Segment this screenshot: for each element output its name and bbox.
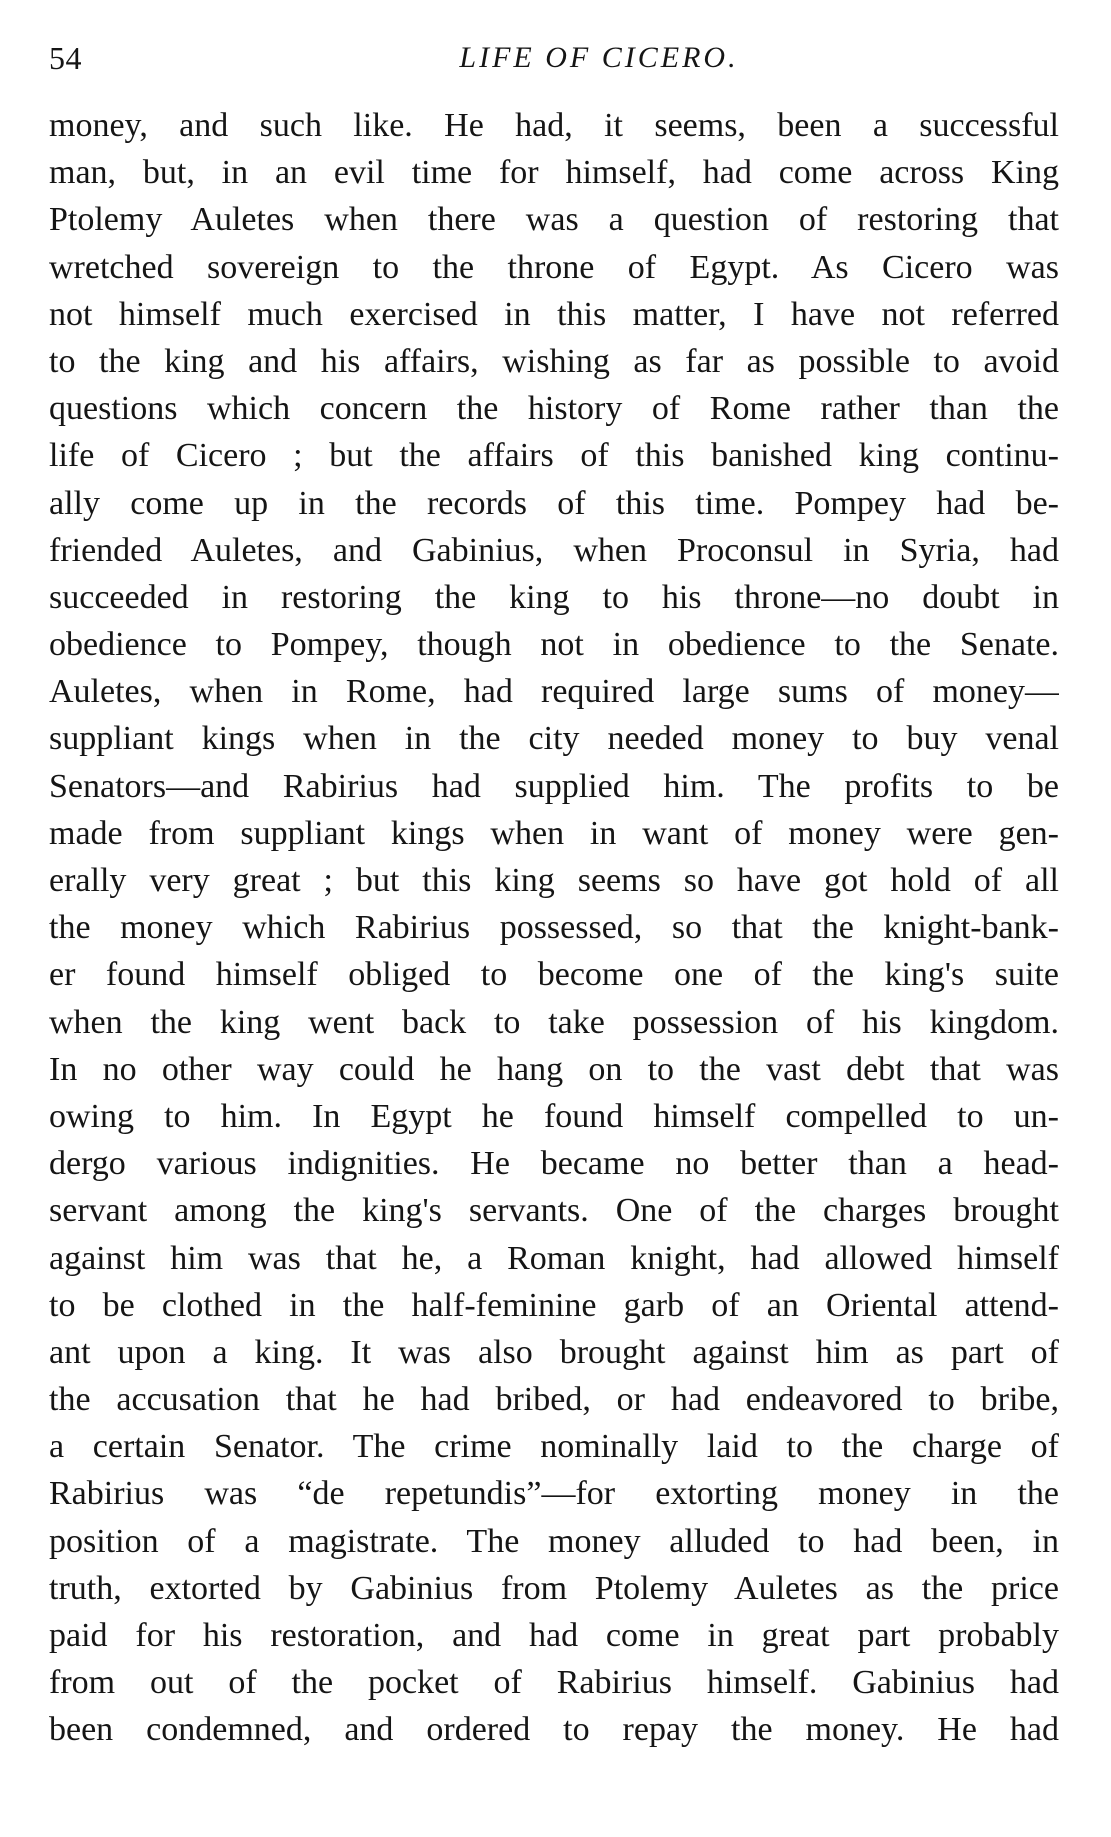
text-line: truth, extorted by Gabinius from Ptolemy Auletes as the price (49, 1569, 1059, 1607)
text-line: a certain Senator. The crime nominally laid to the charge of (49, 1428, 1059, 1466)
text-line: not himself much exercised in this matter, I have not referred (49, 295, 1059, 333)
text-line: made from suppliant kings when in want of money were gen- (49, 814, 1059, 852)
text-line: er found himself obliged to become one of the king's suite (49, 956, 1059, 994)
text-line: been condemned, and ordered to repay the money. He had (49, 1711, 1059, 1749)
text-line: the money which Rabirius possessed, so that the knight-bank- (49, 909, 1059, 947)
text-line: Senators—and Rabirius had supplied him. The profits to be (49, 767, 1059, 805)
text-line: position of a magistrate. The money alluded to had been, in (49, 1522, 1059, 1560)
text-line: from out of the pocket of Rabirius himself. Gabinius had (49, 1664, 1059, 1702)
text-line: ant upon a king. It was also brought against him as part of (49, 1333, 1059, 1371)
text-line: In no other way could he hang on to the vast debt that was (49, 1050, 1059, 1088)
text-line: to be clothed in the half-feminine garb of an Oriental attend- (49, 1286, 1059, 1324)
text-line: dergo various indignities. He became no better than a head- (49, 1145, 1059, 1183)
text-line: Ptolemy Auletes when there was a question of restoring that (49, 201, 1059, 239)
text-line: questions which concern the history of Rome rather than the (49, 390, 1059, 428)
body-text (49, 102, 1059, 1754)
text-line: life of Cicero ; but the affairs of this banished king continu- (49, 437, 1059, 475)
text-line: suppliant kings when in the city needed money to buy venal (49, 720, 1059, 758)
text-line: money, and such like. He had, it seems, been a successful (49, 107, 1059, 144)
text-line: servant among the king's servants. One of the charges brought (49, 1192, 1059, 1230)
text-line: against him was that he, a Roman knight, had allowed himself (49, 1239, 1059, 1277)
text-line: succeeded in restoring the king to his throne—no doubt in (49, 578, 1059, 616)
text-line: obedience to Pompey, though not in obedience to the Senate. (49, 626, 1059, 664)
text-line: owing to him. In Egypt he found himself compelled to un- (49, 1097, 1059, 1135)
running-title: LIFE OF CICERO. (459, 41, 739, 74)
text-line: Rabirius was “de repetundis”—for extorting money in the (49, 1475, 1059, 1513)
text-line: man, but, in an evil time for himself, had come across King (49, 154, 1059, 192)
text-line: to the king and his affairs, wishing as far as possible to avoid (49, 342, 1059, 380)
text-line: erally very great ; but this king seems so have got hold of all (49, 862, 1059, 899)
text-line: the accusation that he had bribed, or had endeavored to bribe, (49, 1381, 1059, 1419)
text-line: paid for his restoration, and had come in great part probably (49, 1617, 1059, 1654)
running-head (49, 36, 1059, 80)
text-line: Auletes, when in Rome, had required large sums of money— (49, 673, 1059, 711)
page-number: 54 (49, 40, 82, 76)
text-line: ally come up in the records of this time. Pompey had be- (49, 484, 1059, 522)
text-line: friended Auletes, and Gabinius, when Proconsul in Syria, had (49, 531, 1059, 569)
text-line: wretched sovereign to the throne of Egypt. As Cicero was (49, 248, 1059, 286)
text-line: when the king went back to take possession of his kingdom. (49, 1003, 1059, 1041)
